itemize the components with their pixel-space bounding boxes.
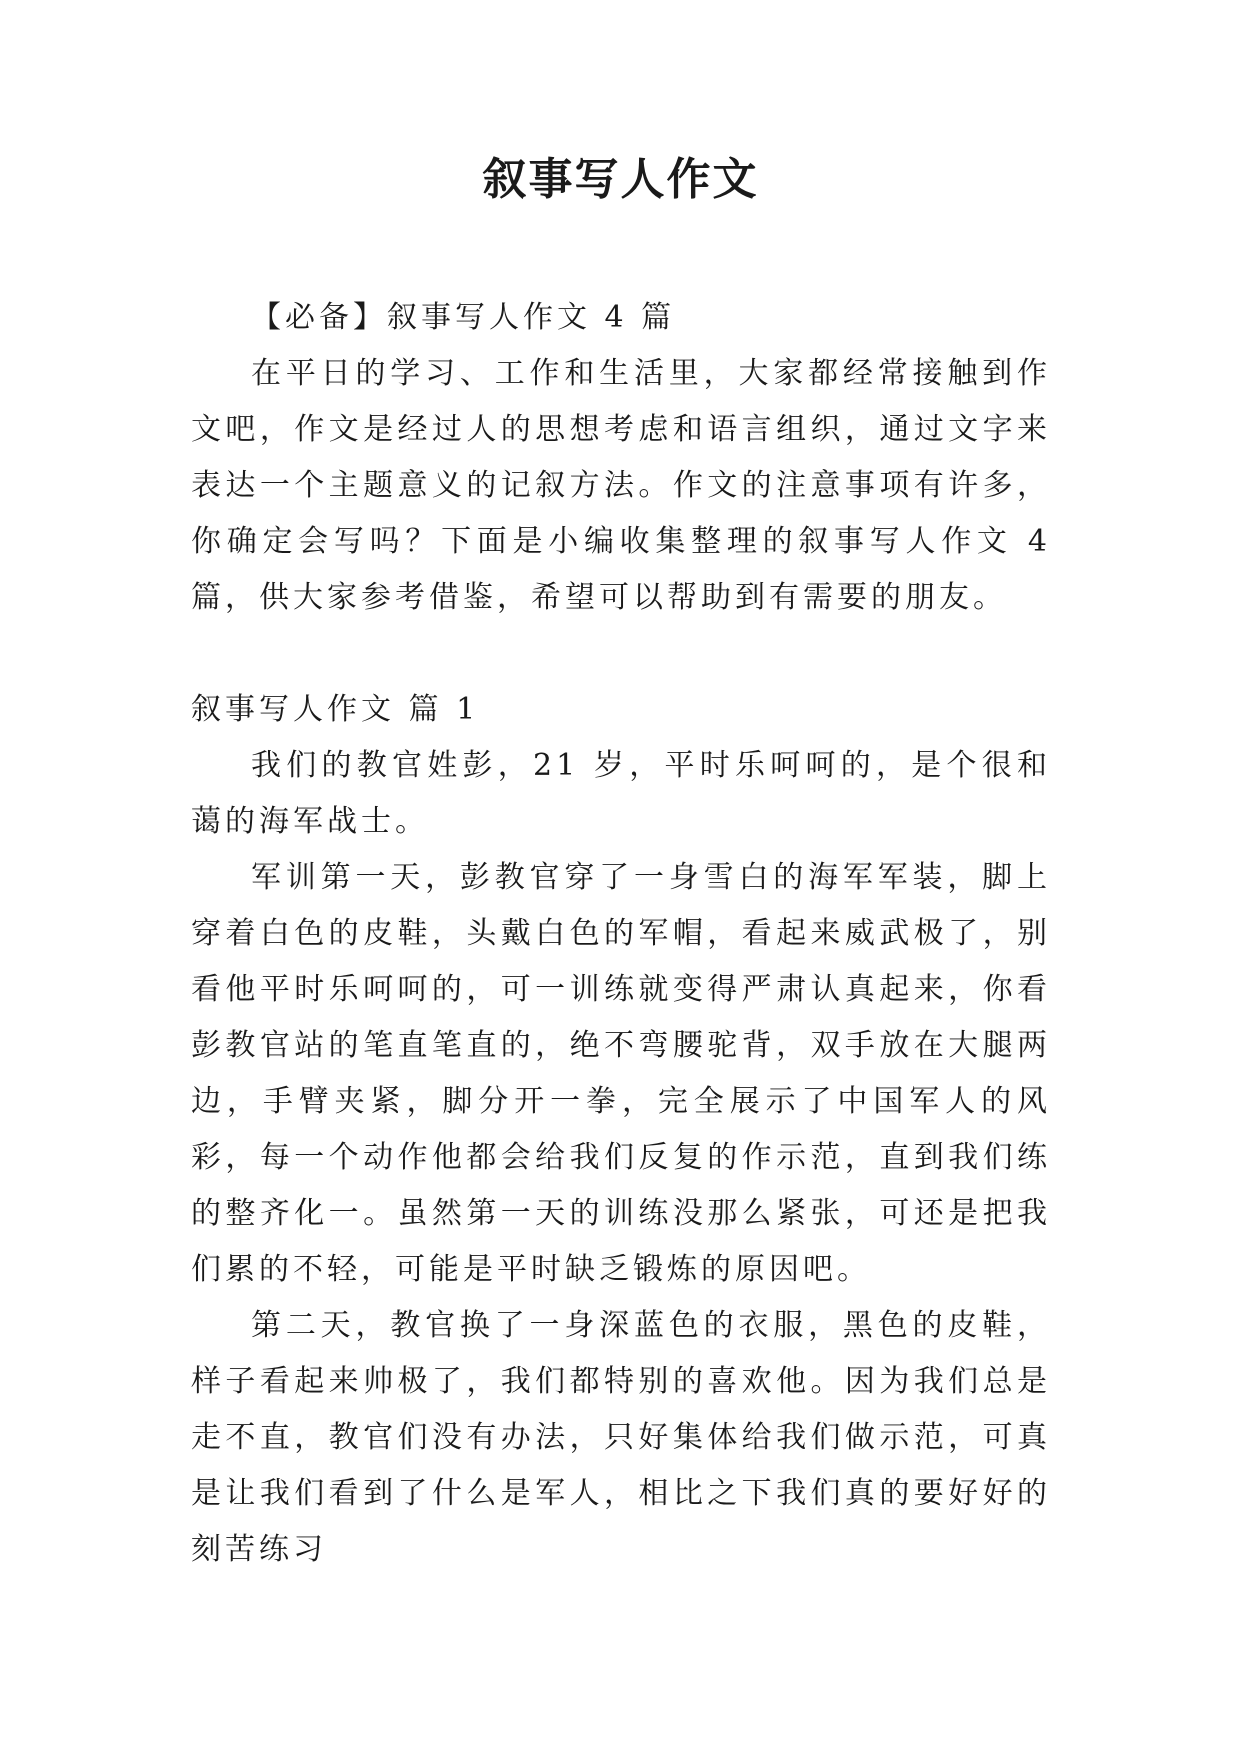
section-spacer bbox=[191, 626, 1051, 682]
section1-paragraph-2: 军训第一天，彭教官穿了一身雪白的海军军装，脚上穿着白色的皮鞋，头戴白色的军帽，看起来威武极了，别看他平时乐呵呵的，可一训练就变得严肃认真起来，你看彭教官站的笔直笔直的，绝不弯腰驼背，双手放在大腿两边，手臂夹紧，脚分开一拳，完全展示了中国军人的风彩，每一个动作他都会给我们反复的作示范，直到我们练的整齐化一。虽然第一天的训练没那么紧张，可还是把我们累的不轻，可能是平时缺乏锻炼的原因吧。 bbox=[191, 860, 1051, 1287]
intro-paragraph: 在平日的学习、工作和生活里，大家都经常接触到作文吧，作文是经过人的思想考虑和语言组织，通过文字来表达一个主题意义的记叙方法。作文的注意事项有许多，你确定会写吗？下面是小编收集整理的叙事写人作文 4 篇，供大家参考借鉴，希望可以帮助到有需要的朋友。 bbox=[191, 356, 1051, 615]
section-heading-1: 叙事写人作文 篇 1 bbox=[191, 692, 480, 727]
intro-subtitle: 【必备】叙事写人作文 4 篇 bbox=[251, 300, 676, 335]
section1-paragraph-1: 我们的教官姓彭，21 岁，平时乐呵呵的，是个很和蔼的海军战士。 bbox=[191, 748, 1051, 839]
document-title: 叙事写人作文 bbox=[482, 154, 759, 205]
section1-paragraph-3: 第二天，教官换了一身深蓝色的衣服，黑色的皮鞋，样子看起来帅极了，我们都特别的喜欢他。因为我们总是走不直，教官们没有办法，只好集体给我们做示范，可真是让我们看到了什么是军人，相比之下我们真的要好好的刻苦练习 bbox=[191, 1308, 1051, 1567]
document-body bbox=[191, 290, 1051, 1578]
